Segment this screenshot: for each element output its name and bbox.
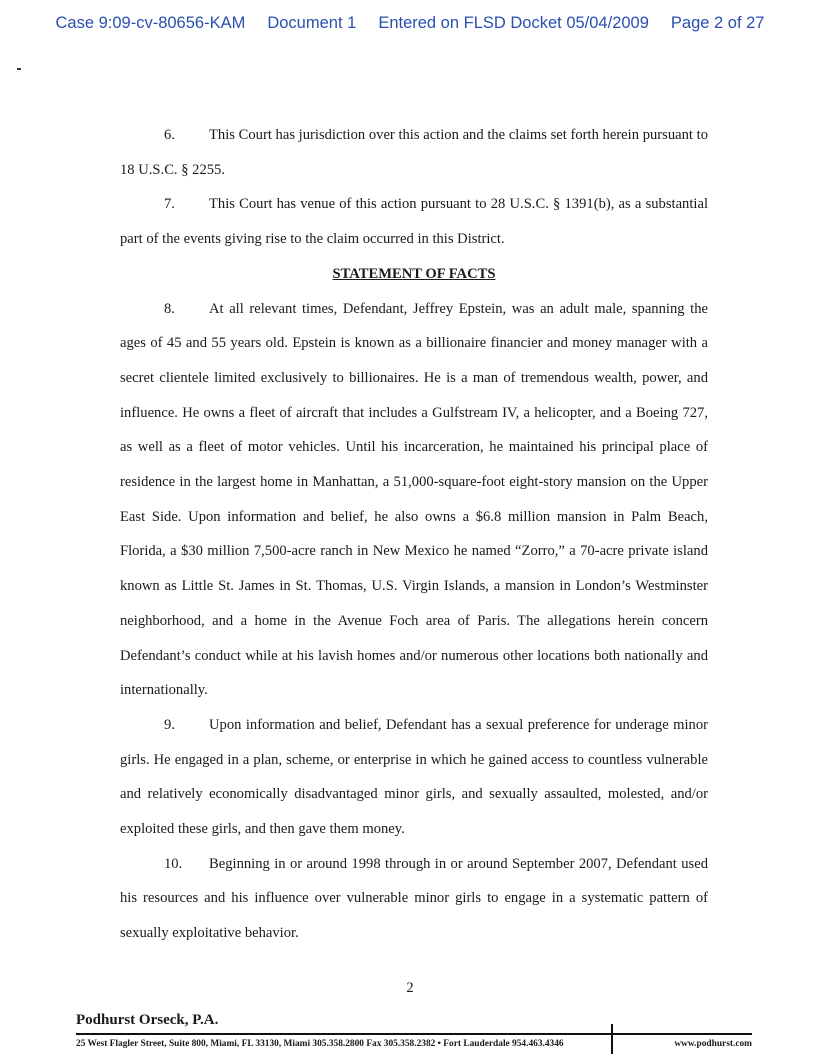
footer-divider (611, 1024, 613, 1054)
section-heading: STATEMENT OF FACTS (332, 265, 496, 282)
paragraph-9 (120, 708, 708, 847)
paragraph-10 (120, 847, 708, 951)
paragraph-number: 10. (164, 855, 183, 872)
paragraph-text: Upon information and belief, Defendant has a sexual preference for underage minor girls. He engaged in a plan, scheme, or enterprise in which he gained access to countless vulnerable and relatively economically disadvantaged minor girls, and sexually assaulted, molested, and/or exploited these girls, and then gave them money. (120, 716, 708, 838)
paragraph-number: 6. (164, 127, 175, 143)
paragraph-6 (120, 118, 708, 187)
firm-website: www.podhurst.com (674, 1039, 752, 1049)
paragraph-text: This Court has venue of this action pursuant to 28 U.S.C. § 1391(b), as a substantial part of the events giving rise to the claim occurred in this District. (120, 196, 708, 248)
page-indicator: Page 2 of 27 (670, 14, 765, 32)
case-number: Case 9:09-cv-80656-KAM (55, 14, 246, 32)
firm-name: Podhurst Orseck, P.A. (76, 1012, 219, 1028)
scan-mark (17, 68, 21, 70)
document-number: Document 1 (267, 14, 357, 32)
paragraph-8 (120, 292, 708, 708)
paragraph-number: 9. (164, 716, 175, 733)
paragraph-text: At all relevant times, Defendant, Jeffrey Epstein, was an adult male, spanning the ages of 45 and 55 years old. Epstein is known as a billionaire financier and money manager with a secret clientele limited exclusively to billionaires. He is a man of tremendous wealth, power, and influence. He owns a fleet of aircraft that includes a Gulfstream IV, a helicopter, and a Boeing 727, as well as a fleet of motor vehicles. Until his incarceration, he maintained his principal place of residence in the largest home in Manhattan, a 51,000-square-foot eight-story mansion on the Upper East Side. Upon information and belief, he also owns a $6.8 million mansion in Palm Beach, Florida, a $30 million 7,500-acre ranch in New Mexico he named “Zorro,” a 70-acre private island known as Little St. James in St. Thomas, U.S. Virgin Islands, a mansion in London’s Westminster neighborhood, and a home in the Avenue Foch area of Paris. The allegations herein concern Defendant’s conduct while at his lavish homes and/or numerous other locations both nationally and internationally. (120, 300, 708, 699)
ecf-header (0, 14, 820, 33)
paragraph-7 (120, 187, 708, 256)
paragraph-number: 7. (164, 196, 175, 213)
paragraph-number: 8. (164, 300, 175, 317)
paragraph-text: This Court has jurisdiction over this action and the claims set forth herein pursuant to 18 U.S.C. § 2255. (120, 127, 708, 178)
firm-address: 25 West Flagler Street, Suite 800, Miami, FL 33130, Miami 305.358.2800 Fax 305.358.2382 • Fort Lauderdale 954.463.4346 (76, 1039, 564, 1049)
paragraph-text: Beginning in or around 1998 through in or around September 2007, Defendant used his resources and his influence over vulnerable minor girls to engage in a systematic pattern of sexually exploitative behavior. (120, 855, 708, 942)
docket-entry: Entered on FLSD Docket 05/04/2009 (378, 14, 649, 32)
footer (76, 1012, 752, 1056)
document-body (120, 118, 708, 951)
page-number: 2 (406, 980, 414, 996)
footer-rule (76, 1033, 752, 1035)
